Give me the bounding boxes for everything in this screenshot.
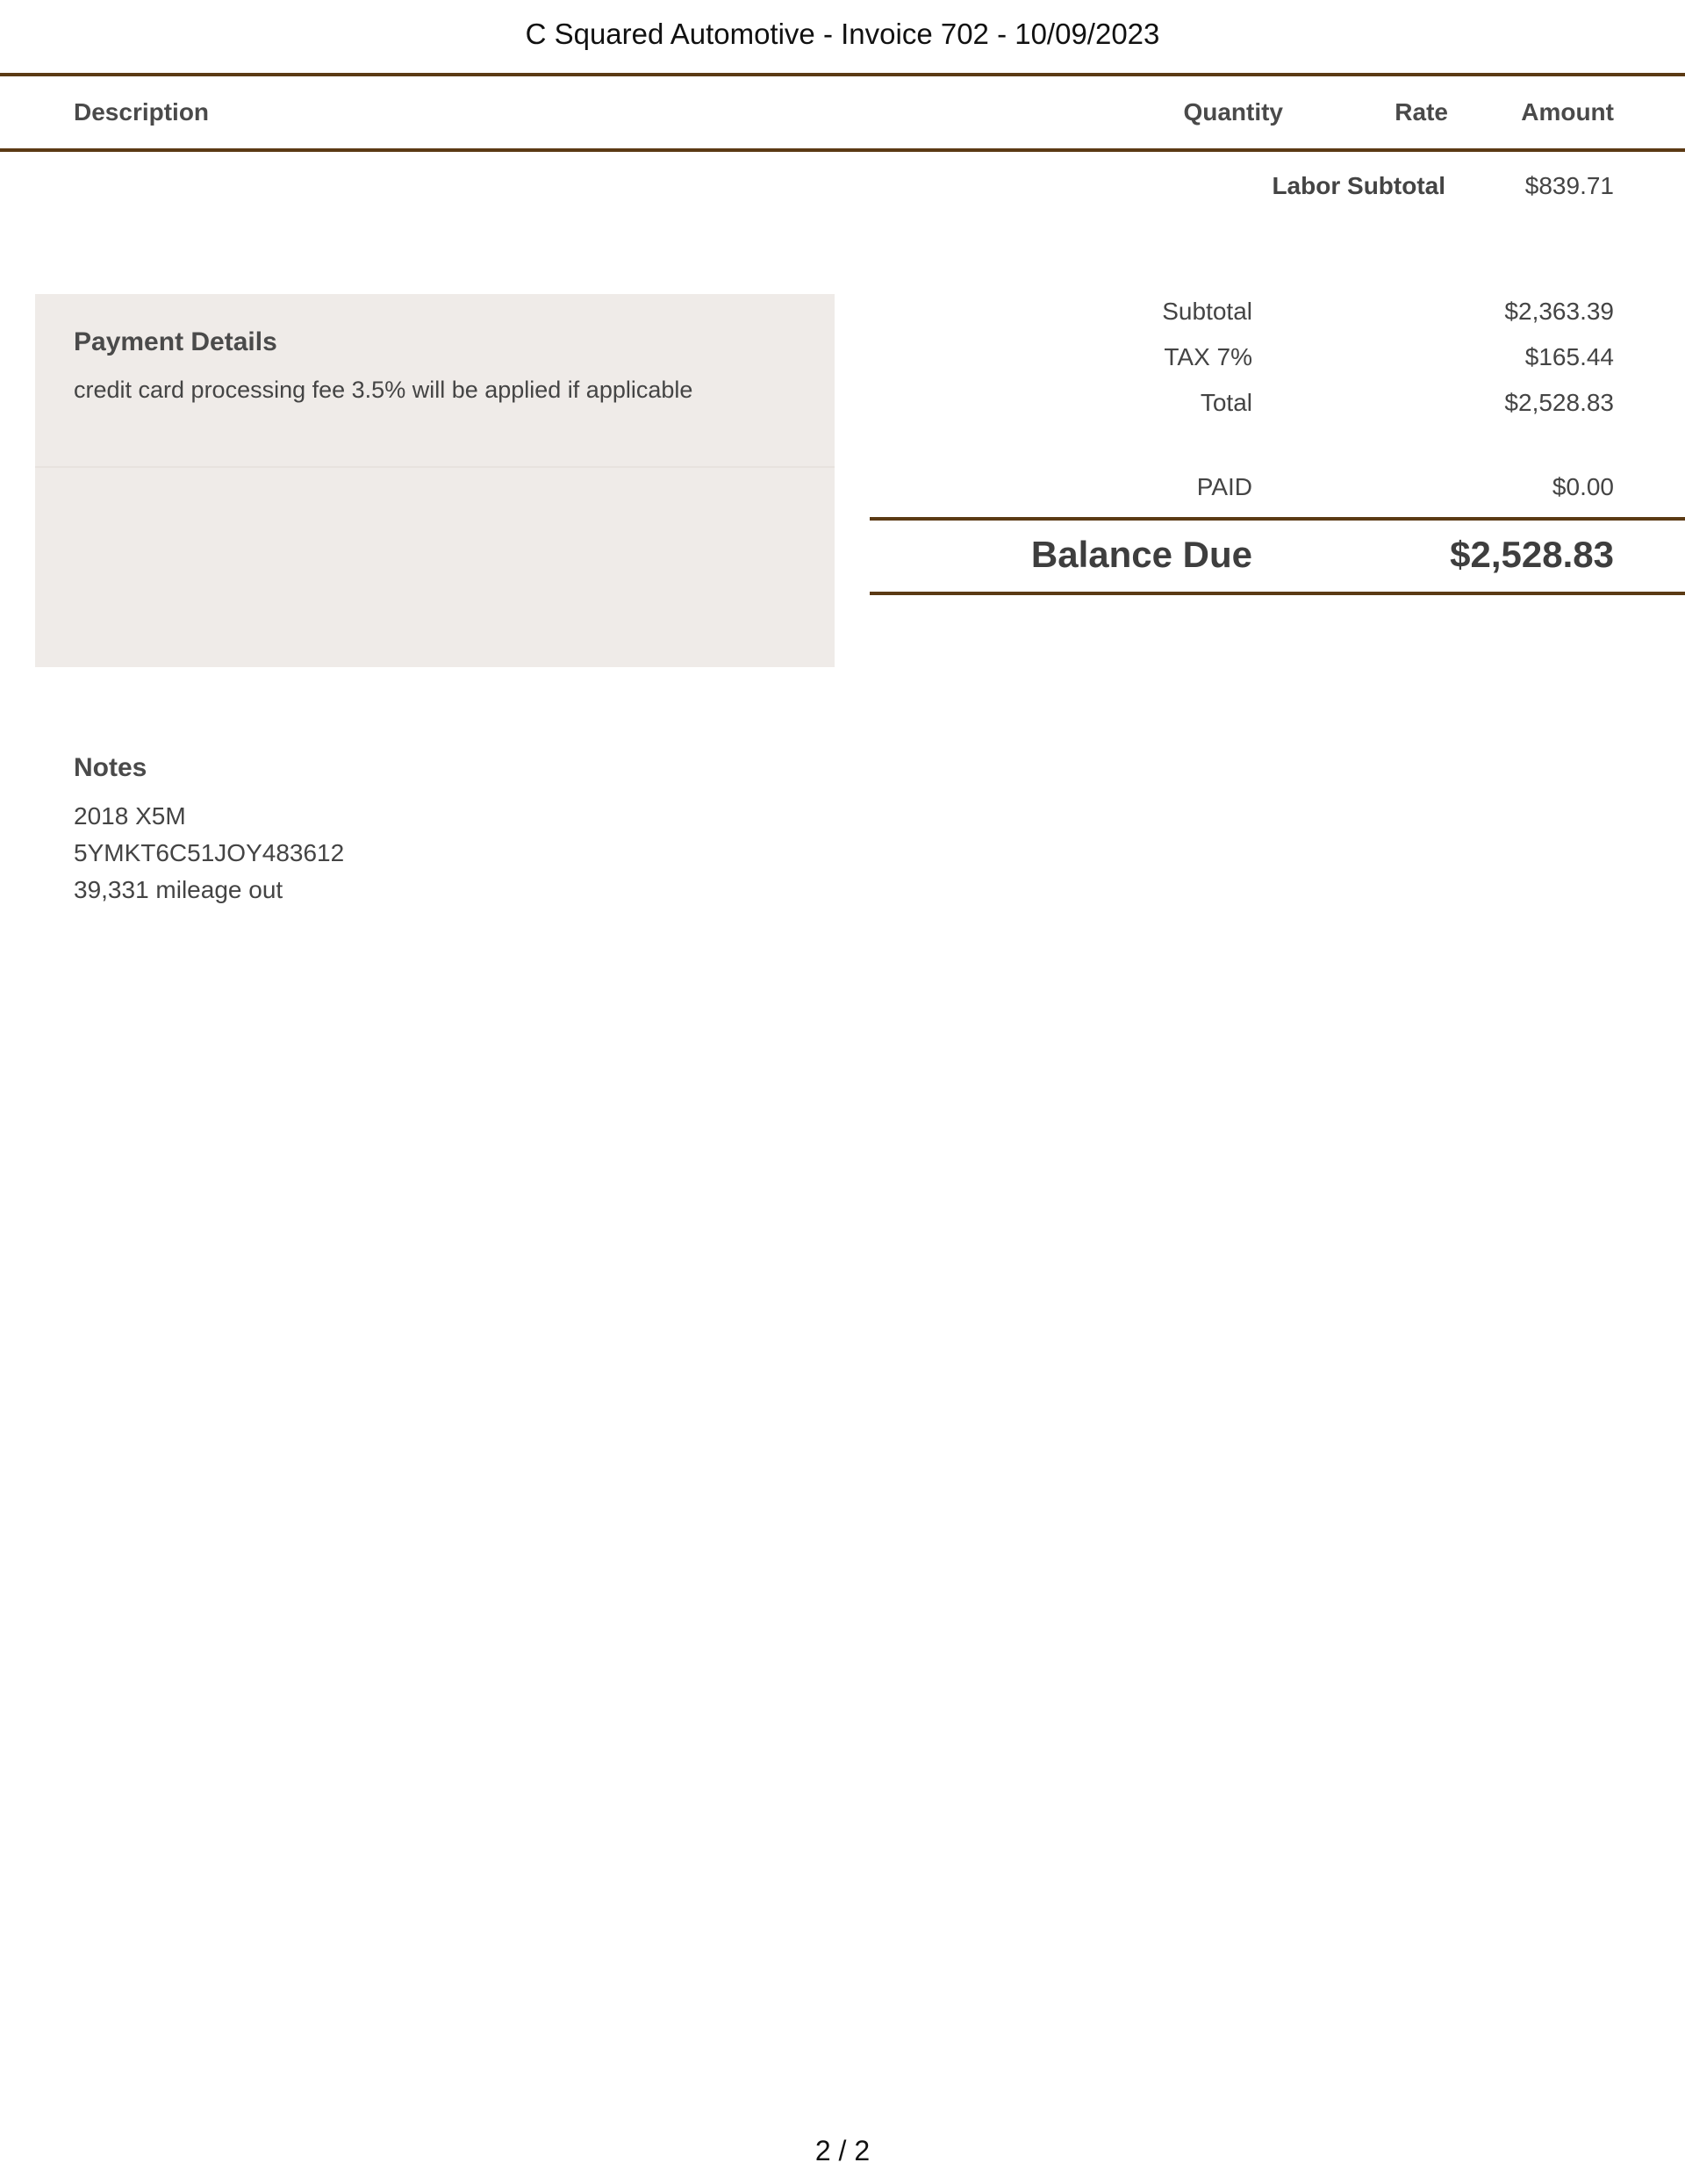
notes-title: Notes bbox=[74, 753, 147, 782]
payment-details-box bbox=[35, 294, 835, 667]
payment-box-divider bbox=[35, 466, 835, 468]
paid-label: PAID bbox=[1196, 473, 1252, 500]
column-header-rate: Rate bbox=[1395, 98, 1448, 126]
balance-due-label: Balance Due bbox=[1030, 534, 1252, 575]
paid-value: $0.00 bbox=[1552, 473, 1614, 500]
page-number: 2 / 2 bbox=[814, 2135, 871, 2166]
balance-due-value: $2,528.83 bbox=[1450, 534, 1614, 575]
subtotal-label: Subtotal bbox=[1162, 298, 1252, 325]
column-header-quantity: Quantity bbox=[1183, 98, 1283, 126]
payment-details-text: credit card processing fee 3.5% will be applied if applicable bbox=[74, 377, 693, 403]
header-top-rule bbox=[0, 73, 1685, 76]
header-bottom-rule bbox=[0, 148, 1685, 152]
column-header-description: Description bbox=[74, 98, 210, 126]
total-label: Total bbox=[1200, 389, 1252, 416]
column-header-amount: Amount bbox=[1521, 98, 1614, 126]
labor-subtotal-value: $839.71 bbox=[1524, 172, 1614, 199]
tax-label: TAX 7% bbox=[1164, 343, 1252, 370]
balance-top-rule bbox=[870, 517, 1685, 521]
notes-line: 2018 X5M bbox=[74, 802, 186, 830]
balance-bottom-rule bbox=[870, 592, 1685, 595]
notes-line: 39,331 mileage out bbox=[74, 876, 283, 903]
tax-value: $165.44 bbox=[1524, 343, 1614, 370]
subtotal-value: $2,363.39 bbox=[1504, 298, 1614, 325]
notes-line: 5YMKT6C51JOY483612 bbox=[74, 839, 345, 866]
labor-subtotal-label: Labor Subtotal bbox=[1272, 172, 1445, 199]
invoice-title: C Squared Automotive - Invoice 702 - 10/09/2023 bbox=[525, 18, 1160, 50]
total-value: $2,528.83 bbox=[1504, 389, 1614, 416]
payment-details-title: Payment Details bbox=[74, 327, 277, 356]
